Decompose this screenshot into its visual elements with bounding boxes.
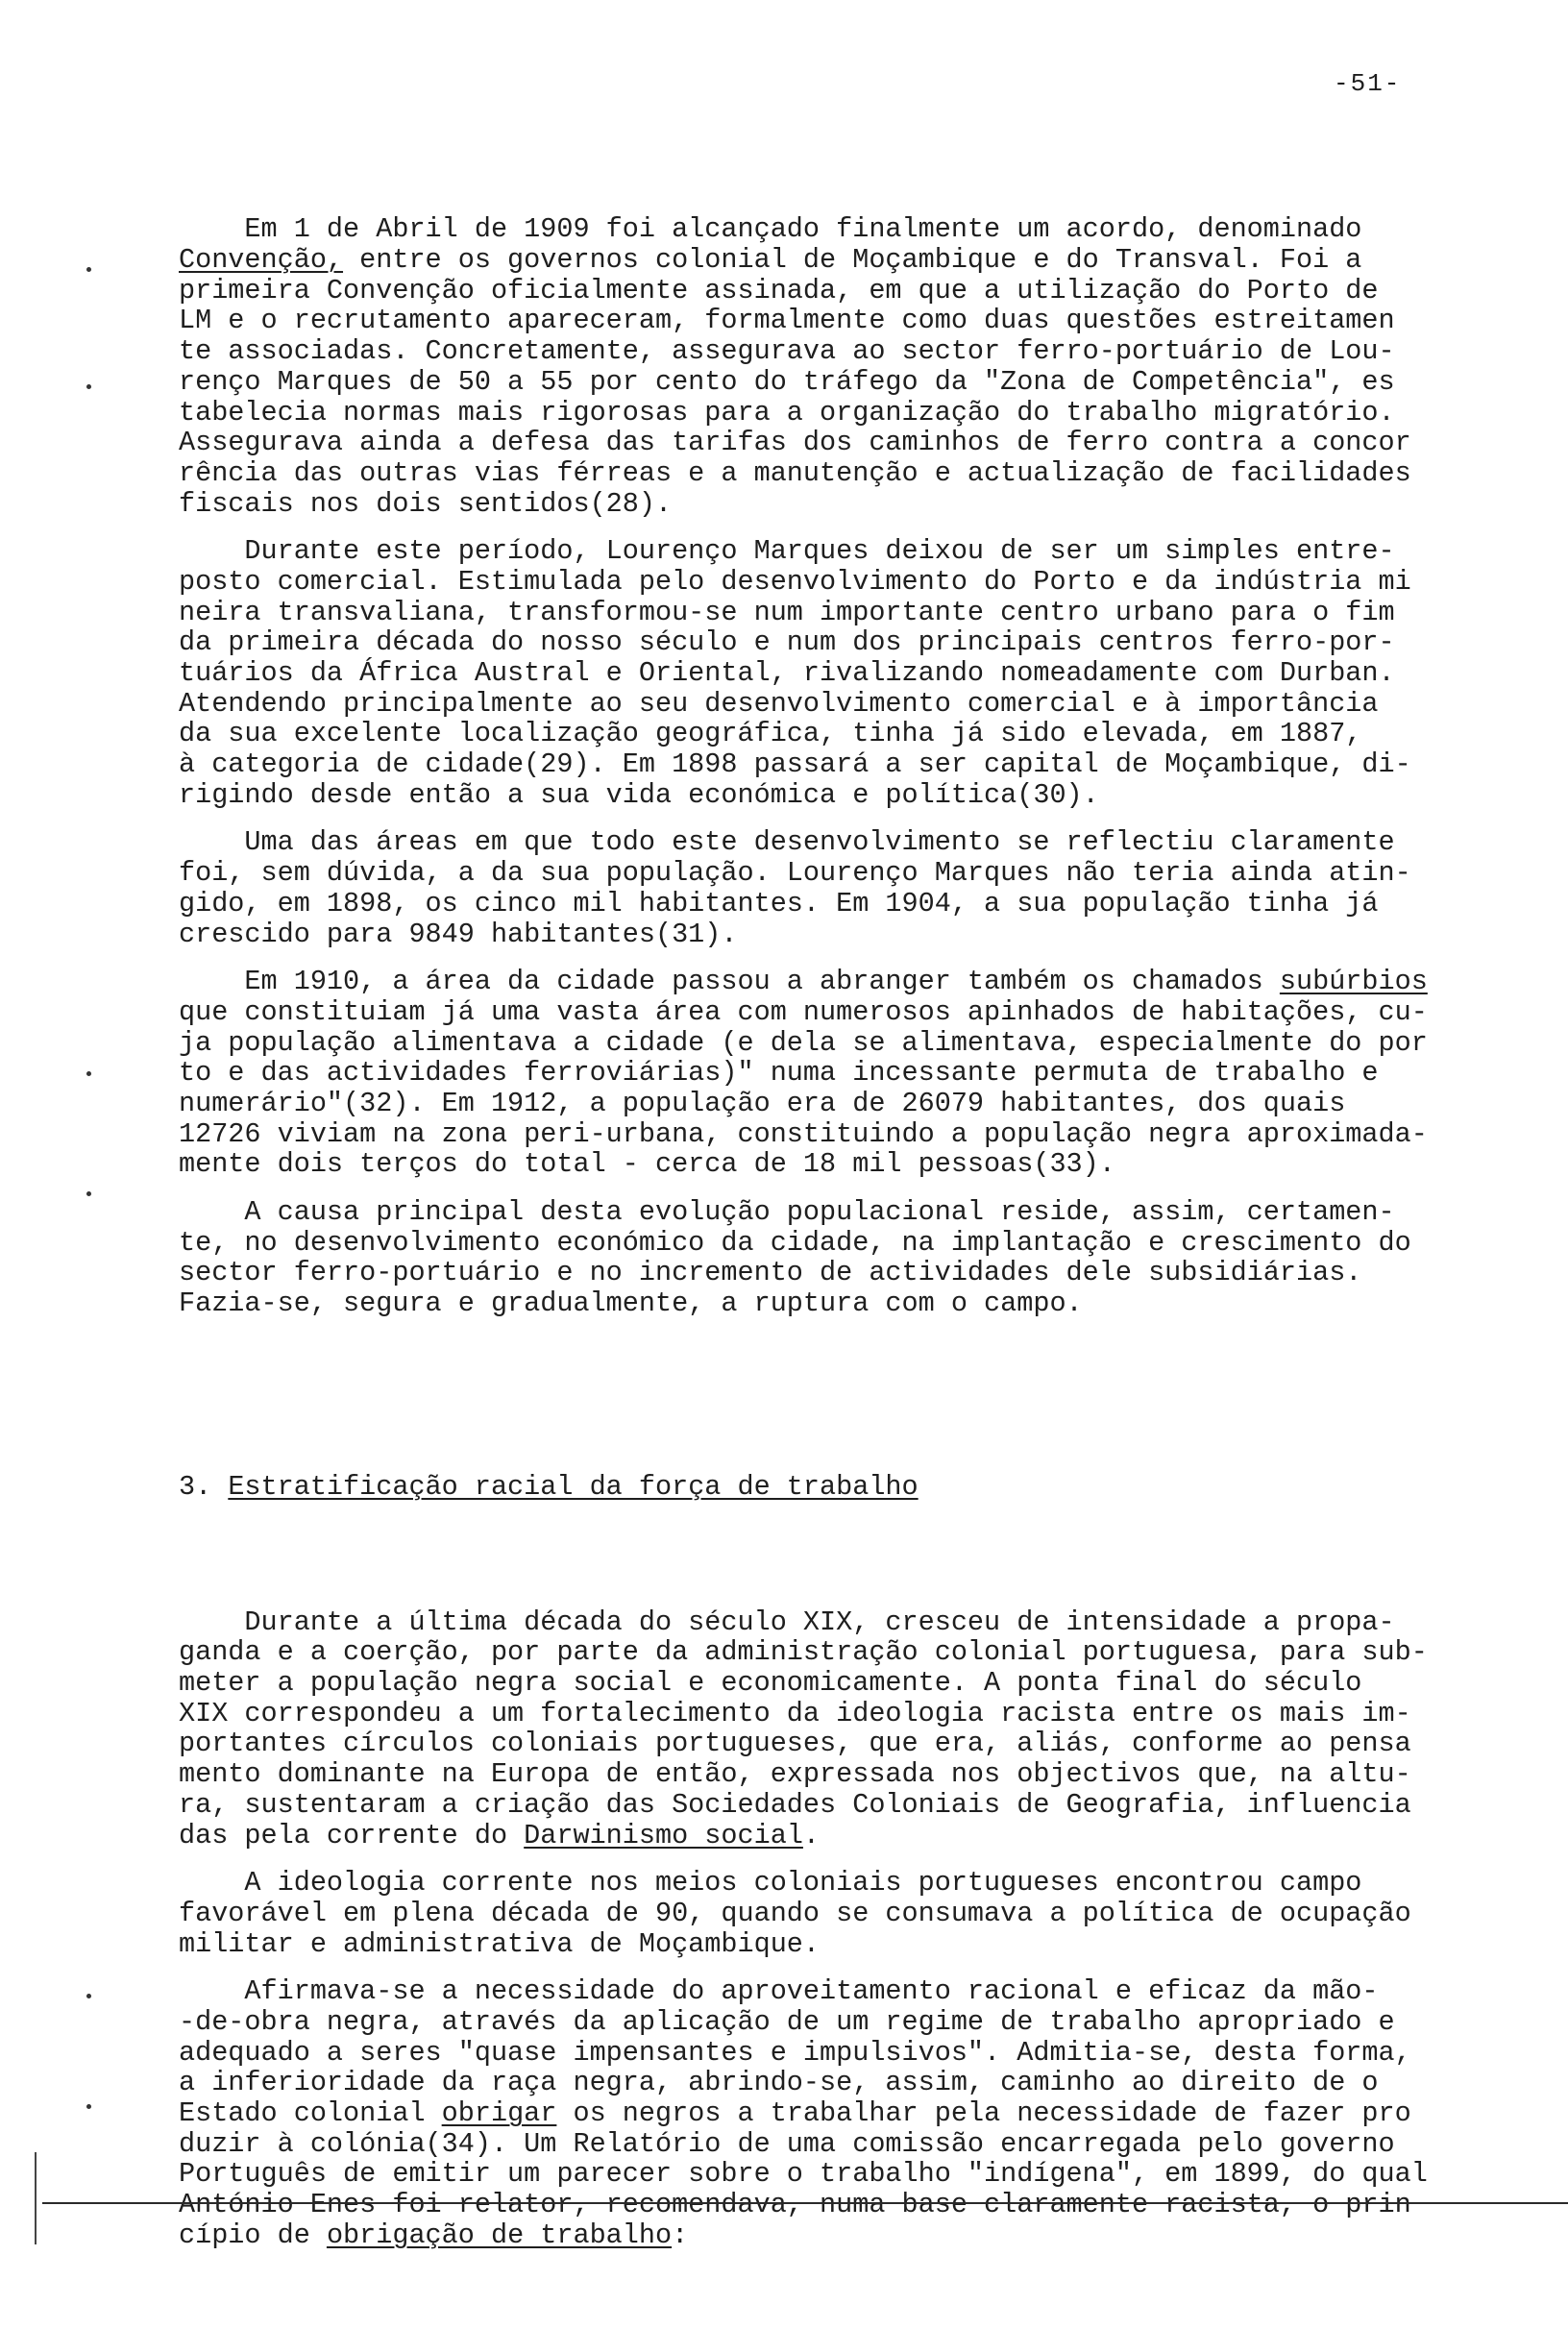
text-line: [179, 749, 1505, 780]
text-line: [179, 567, 1505, 598]
paragraph: [179, 214, 1505, 519]
text-segment: militar e administrativa de Moçambique.: [179, 1927, 821, 1960]
text-line: [179, 919, 1505, 950]
text-segment: A causa principal desta evolução populacional reside, assim, certamen-: [179, 1196, 1395, 1229]
text-line: [179, 2220, 1505, 2251]
text-segment: -de-obra negra, através da aplicação de um regime de trabalho apropriado e: [179, 2005, 1395, 2038]
text-line: [179, 1759, 1505, 1790]
underlined-text: obrigação de trabalho: [326, 2219, 673, 2251]
text-line: [179, 627, 1505, 658]
text-segment: crescido para 9849 habitantes(31).: [179, 918, 738, 950]
text-line: [179, 398, 1505, 429]
text-line: [179, 1288, 1505, 1319]
text-segment: Português de emitir um parecer sobre o trabalho "indígena", em 1899, do qual: [179, 2158, 1428, 2191]
text-segment: A ideologia corrente nos meios coloniais portugueses encontrou campo: [179, 1867, 1362, 1900]
paragraph: [179, 827, 1505, 949]
text-segment: XIX correspondeu a um fortalecimento da ideologia racista entre os mais im-: [179, 1697, 1411, 1729]
text-segment: to e das actividades ferroviárias)" numa incessante permuta de trabalho e: [179, 1057, 1379, 1090]
text-segment: .: [802, 1819, 821, 1851]
text-line: [179, 1058, 1505, 1089]
text-line: [179, 780, 1505, 811]
section-heading: [179, 1472, 1505, 1503]
text-line: [179, 889, 1505, 919]
text-segment: ra, sustentaram a criação das Sociedades Coloniais de Geografia, influencia: [179, 1788, 1411, 1821]
text-line: [179, 1868, 1505, 1899]
text-segment: rigindo desde então a sua vida económica e política(30).: [179, 778, 1099, 811]
text-line: [179, 1699, 1505, 1729]
text-segment: 12726 viviam na zona peri-urbana, constituindo a população negra aproximada-: [179, 1117, 1428, 1150]
text-line: [179, 2129, 1505, 2160]
text-segment: fiscais nos dois sentidos(28).: [179, 487, 673, 520]
text-segment: rência das outras vias férreas e a manutenção e actualização de facilidades: [179, 456, 1411, 489]
text-line: [179, 1637, 1505, 1668]
text-segment: foi, sem dúvida, a da sua população. Lourenço Marques não teria ainda atin-: [179, 857, 1411, 890]
text-segment: à categoria de cidade(29). Em 1898 passará a ser capital de Moçambique, di-: [179, 748, 1411, 781]
text-segment: Durante este período, Lourenço Marques deixou de ser um simples entre-: [179, 535, 1395, 568]
text-line: [179, 1668, 1505, 1699]
text-line: [179, 2038, 1505, 2069]
text-segment: duzir à colónia(34). Um Relatório de uma comissão encarregada pelo governo: [179, 2127, 1395, 2160]
text-line: [179, 1197, 1505, 1228]
text-segment: Durante a última década do século XIX, cresceu de intensidade a propa-: [179, 1606, 1395, 1638]
text-line: [179, 1028, 1505, 1059]
page-bottom-rule: [42, 2202, 1568, 2204]
text-line: [179, 428, 1505, 458]
text-line: [179, 245, 1505, 276]
text-segment: numerário"(32). Em 1912, a população era de 26079 habitantes, dos quais: [179, 1087, 1346, 1119]
scan-speck: [86, 1994, 91, 1998]
scan-speck: [86, 1071, 91, 1076]
text-segment: te, no desenvolvimento económico da cidade, na implantação e crescimento do: [179, 1226, 1411, 1259]
text-segment: cípio de: [179, 2219, 327, 2251]
text-line: [179, 689, 1505, 720]
text-line: [179, 2068, 1505, 2098]
text-segment: primeira Convenção oficialmente assinada, em que a utilização do Porto de: [179, 274, 1379, 306]
text-line: [179, 1821, 1505, 1851]
paragraph: [179, 1607, 1505, 1851]
text-line: [179, 827, 1505, 858]
text-line: [179, 1228, 1505, 1259]
text-segment: Uma das áreas em que todo este desenvolvimento se reflectiu claramente: [179, 826, 1395, 859]
page-number: -51-: [1334, 69, 1402, 98]
text-line: [179, 1119, 1505, 1150]
text-line: [179, 967, 1505, 997]
text-line: [179, 1728, 1505, 1759]
paragraph: [179, 967, 1505, 1180]
text-segment: Fazia-se, segura e gradualmente, a ruptura com o campo.: [179, 1287, 1083, 1320]
text-line: [179, 458, 1505, 489]
text-segment: gido, em 1898, os cinco mil habitantes. Em 1904, a sua população tinha já: [179, 887, 1379, 919]
paragraph: [179, 1868, 1505, 1959]
text-segment: Em 1910, a área da cidade passou a abranger também os chamados: [179, 966, 1280, 998]
text-segment: mento dominante na Europa de então, expressada nos objectivos que, na altu-: [179, 1758, 1411, 1791]
paragraph: [179, 536, 1505, 810]
text-line: [179, 658, 1505, 689]
underlined-text: Darwinismo social: [524, 1819, 803, 1851]
text-segment: António Enes foi relator, recomendava, numa base claramente racista, o prin: [179, 2189, 1411, 2221]
text-line: [179, 276, 1505, 306]
text-line: [179, 536, 1505, 567]
text-segment: portantes círculos coloniais portugueses, que era, aliás, conforme ao pensa: [179, 1728, 1411, 1760]
text-line: [179, 1089, 1505, 1119]
text-segment: Atendendo principalmente ao seu desenvolvimento comercial e à importância: [179, 687, 1379, 720]
text-segment: :: [672, 2219, 689, 2251]
underlined-text: obrigar: [441, 2097, 557, 2130]
text-line: [179, 1929, 1505, 1960]
underlined-text: subúrbios: [1279, 966, 1428, 998]
text-line: [179, 214, 1505, 245]
text-line: [179, 2159, 1505, 2190]
text-line: [179, 306, 1505, 336]
text-segment: posto comercial. Estimulada pelo desenvolvimento do Porto e da indústria mi: [179, 565, 1411, 598]
scan-speck: [86, 384, 91, 389]
text-line: [179, 1976, 1505, 2007]
text-line: [179, 1790, 1505, 1821]
document-body: [179, 154, 1505, 2329]
text-line: [179, 1258, 1505, 1288]
main-text: [179, 214, 1505, 1318]
paragraph: [179, 1976, 1505, 2250]
text-line: [179, 2007, 1505, 2038]
text-line: [179, 719, 1505, 749]
text-segment: sector ferro-portuário e no incremento de actividades dele subsidiárias.: [179, 1257, 1362, 1289]
text-line: [179, 1899, 1505, 1929]
text-segment: da primeira década do nosso século e num dos principais centros ferro-por-: [179, 626, 1395, 659]
text-segment: os negros a trabalhar pela necessidade de fazer pro: [556, 2097, 1411, 2130]
text-segment: Assegurava ainda a defesa das tarifas dos caminhos de ferro contra a concor: [179, 427, 1411, 459]
text-segment: adequado a seres "quase impensantes e impulsivos". Admitia-se, desta forma,: [179, 2036, 1411, 2069]
text-segment: renço Marques de 50 a 55 por cento do tráfego da "Zona de Competência", es: [179, 365, 1395, 398]
text-line: [179, 858, 1505, 889]
text-segment: tabelecia normas mais rigorosas para a organização do trabalho migratório.: [179, 396, 1395, 429]
page-edge-mark: [35, 2152, 37, 2244]
scan-speck: [86, 267, 91, 272]
text-segment: das pela corrente do: [179, 1819, 525, 1851]
text-line: [179, 489, 1505, 520]
text-line: [179, 598, 1505, 628]
text-line: [179, 367, 1505, 398]
text-segment: entre os governos colonial de Moçambique e do Transval. Foi a: [343, 244, 1362, 277]
text-segment: ja população alimentava a cidade (e dela se alimentava, especialmente do por: [179, 1026, 1428, 1059]
section-title: Estratificação racial da força de trabalho: [228, 1470, 919, 1503]
text-segment: Em 1 de Abril de 1909 foi alcançado finalmente um acordo, denominado: [179, 213, 1362, 246]
text-segment: a inferioridade da raça negra, abrindo-se, assim, caminho ao direito de o: [179, 2067, 1379, 2099]
text-segment: Estado colonial: [179, 2097, 442, 2130]
text-segment: te associadas. Concretamente, assegurava ao sector ferro-portuário de Lou-: [179, 335, 1395, 368]
text-segment: favorável em plena década de 90, quando se consumava a política de ocupação: [179, 1897, 1411, 1929]
text-segment: Afirmava-se a necessidade do aproveitamento racional e eficaz da mão-: [179, 1975, 1379, 2008]
text-line: [179, 997, 1505, 1028]
underlined-text: Convenção,: [179, 244, 344, 277]
text-line: [179, 1149, 1505, 1180]
text-segment: meter a população negra social e economicamente. A ponta final do século: [179, 1667, 1362, 1700]
text-line: [179, 336, 1505, 367]
text-segment: tuários da África Austral e Oriental, rivalizando nomeadamente com Durban.: [179, 657, 1395, 690]
text-line: [179, 2098, 1505, 2129]
scan-speck: [86, 1191, 91, 1196]
section-number: 3.: [179, 1470, 229, 1503]
text-segment: da sua excelente localização geográfica, tinha já sido elevada, em 1887,: [179, 718, 1362, 750]
text-line: [179, 1607, 1505, 1638]
text-segment: neira transvaliana, transformou-se num importante centro urbano para o fim: [179, 596, 1395, 628]
text-line: [179, 2190, 1505, 2220]
text-segment: ganda e a coerção, por parte da administração colonial portuguesa, para sub-: [179, 1636, 1428, 1669]
scan-speck: [86, 2104, 91, 2109]
section-text: [179, 1607, 1505, 2251]
text-segment: que constituiam já uma vasta área com numerosos apinhados de habitações, cu-: [179, 995, 1428, 1028]
paragraph: [179, 1197, 1505, 1319]
text-segment: LM e o recrutamento apareceram, formalmente como duas questões estreitamen: [179, 305, 1395, 337]
text-segment: mente dois terços do total - cerca de 18 mil pessoas(33).: [179, 1148, 1115, 1181]
